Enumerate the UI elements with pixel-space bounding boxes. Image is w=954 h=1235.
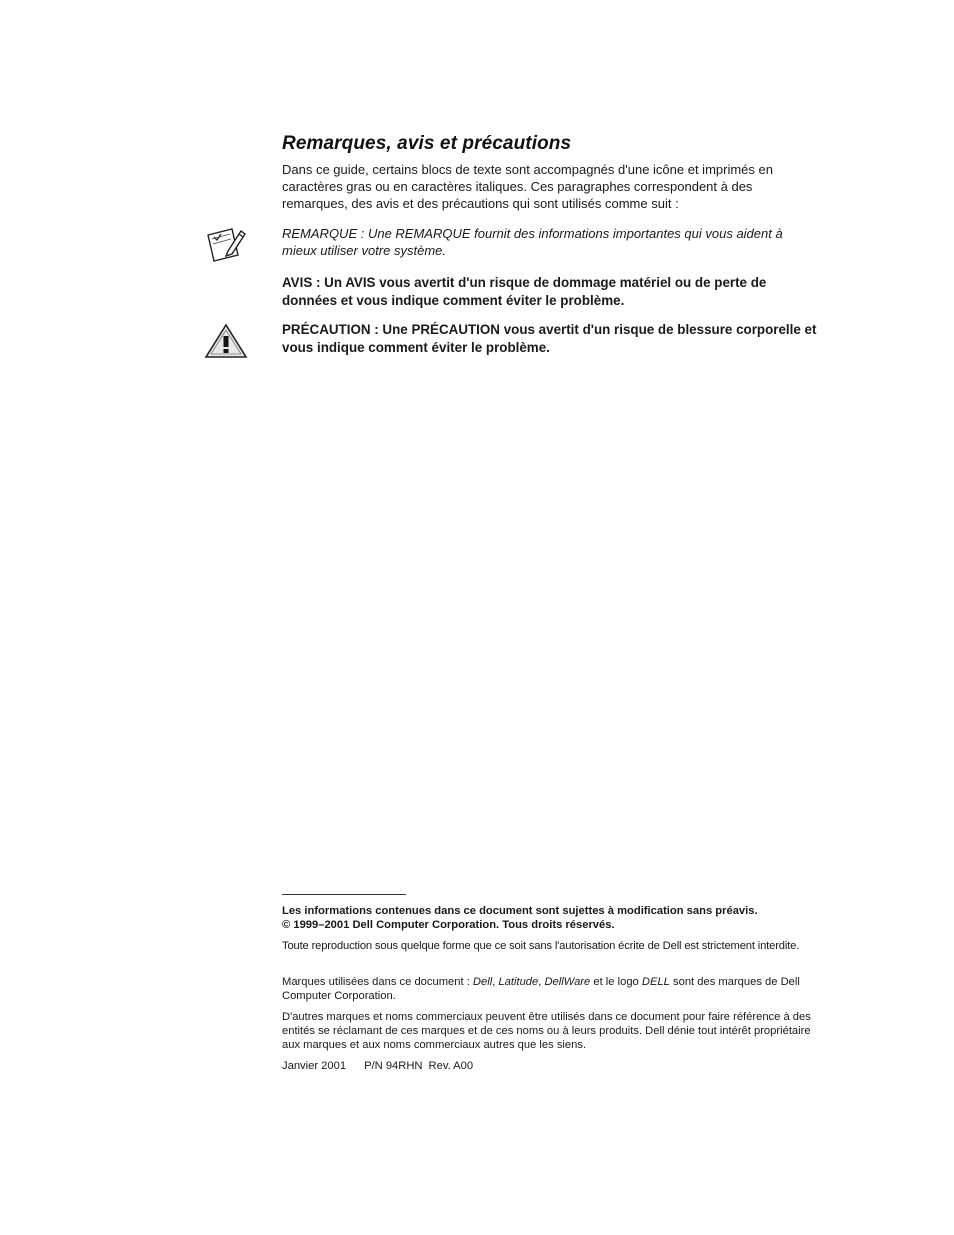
part-number: P/N 94RHN [364,1060,423,1072]
note-pencil-icon [206,225,246,263]
other-marks-notice: D'autres marques et noms commerciaux peuvent être utilisés dans ce document pour faire référence à des entités se réclamant de ces marques et de ces noms ou à leurs produits. Dell dénie tout intérêt propriétaire aux marques et aux noms commerciaux autres que les siens. [282,1011,811,1051]
legal-disclaimer [282,905,817,933]
disclaimer-line: Les informations contenues dans ce document sont sujettes à modification sans préavis. [282,905,758,917]
footnote-divider [282,894,406,895]
warning-triangle-icon [204,323,248,359]
trademark-separator: , [538,976,545,988]
intro-paragraph: Dans ce guide, certains blocs de texte sont accompagnés d'une icône et imprimés en caractères gras ou en caractères italiques. Ces paragraphes correspondent à des remarques, des avis et des précautions qui sont utilisés comme suit : [282,162,773,211]
note-text: REMARQUE : Une REMARQUE fournit des informations importantes qui vous aident à mieux utiliser votre système. [282,226,783,258]
reproduction-notice: Toute reproduction sous quelque forme que ce soit sans l'autorisation écrite de Dell est strictement interdite. [282,940,800,952]
trademark-dell-logo: DELL [641,976,670,988]
trademark-dellware: DellWare [544,976,591,988]
publication-date: Janvier 2001 [282,1060,347,1072]
trademark-separator: , [492,976,499,988]
revision: Rev. A00 [428,1060,474,1072]
trademarks-suffix: sont des marques de Dell Computer Corporation. [282,976,800,1002]
section-title: Remarques, avis et précautions [282,133,572,154]
trademark-dell: Dell [472,976,493,988]
trademark-latitude: Latitude [498,976,539,988]
trademarks-notice [282,976,817,1004]
trademarks-prefix: Marques utilisées dans ce document : [282,976,473,988]
trademarks-middle: et le logo [590,976,642,988]
notice-text: AVIS : Un AVIS vous avertit d'un risque de dommage matériel ou de perte de données et vous indique comment éviter le problème. [282,275,767,308]
caution-text: PRÉCAUTION : Une PRÉCAUTION vous avertit d'un risque de blessure corporelle et vous indique comment éviter le problème. [282,322,817,355]
copyright-line: © 1999–2001 Dell Computer Corporation. Tous droits réservés. [282,918,615,931]
publication-info [282,1060,817,1074]
